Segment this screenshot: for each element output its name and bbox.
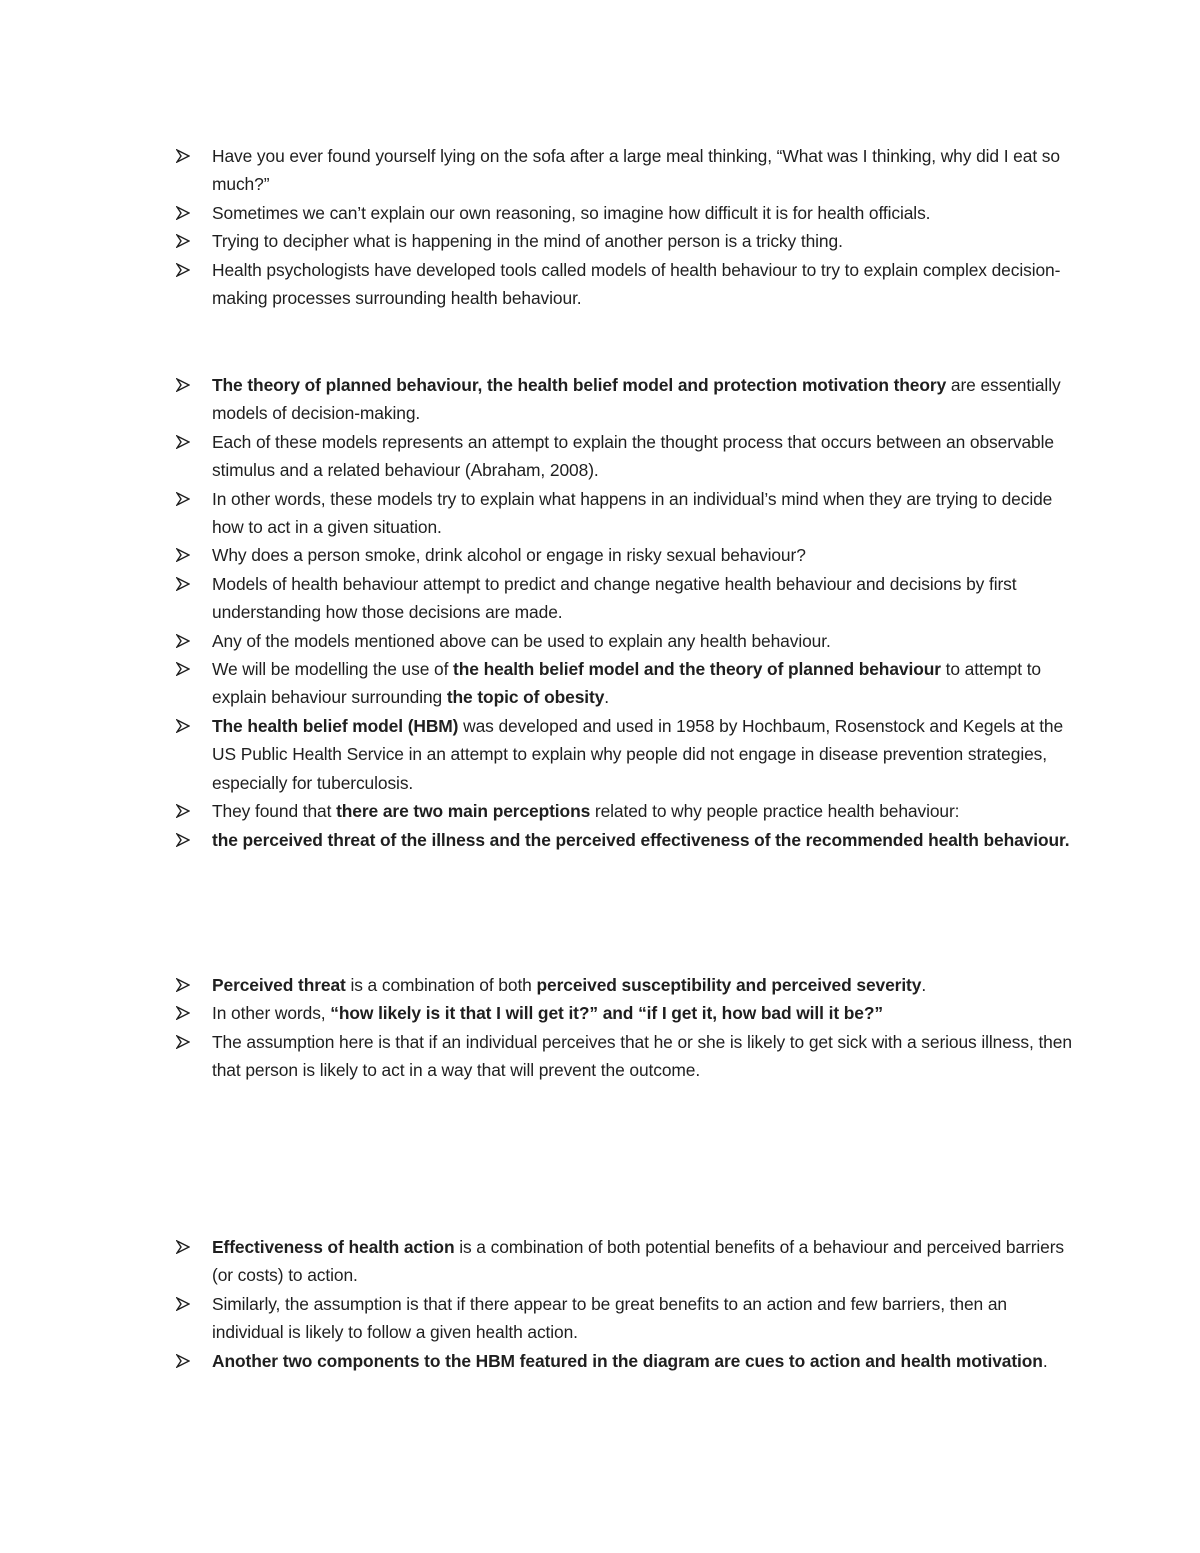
arrow-bullet-icon xyxy=(176,378,190,392)
arrow-bullet-icon xyxy=(176,548,190,562)
bullet-item xyxy=(174,1233,1074,1290)
text-run: to attempt to explain behaviour surrounding xyxy=(212,659,1042,708)
text-run: Models of health behaviour attempt to predict and change negative health behaviour and decisions by first understanding how those decisions are made. xyxy=(212,573,1017,623)
text-run: Why does a person smoke, drink alcohol or engage in risky sexual behaviour? xyxy=(212,545,806,566)
text-run: Sometimes we can’t explain our own reasoning, so imagine how difficult it is for health officials. xyxy=(212,202,931,223)
text-run: is a combination of both xyxy=(345,975,537,995)
bullet-item xyxy=(174,627,1074,655)
bullet-list xyxy=(174,142,1074,312)
arrow-bullet-icon xyxy=(176,719,190,733)
bold-text: the perceived threat of the illness and the perceived effectiveness of the recommended health behaviour. xyxy=(212,829,1070,850)
arrow-bullet-icon xyxy=(176,662,190,676)
bullet-section-intro xyxy=(174,142,1074,312)
bullet-item xyxy=(174,570,1074,627)
bullet-section-models xyxy=(174,371,1074,854)
bullet-section-effectiveness xyxy=(174,1233,1074,1375)
bold-text: the topic of obesity xyxy=(446,687,605,708)
bullet-item xyxy=(174,1347,1074,1375)
bullet-list xyxy=(174,371,1074,854)
bold-text: Perceived threat xyxy=(212,975,346,995)
arrow-bullet-icon xyxy=(176,1354,190,1368)
bullet-list xyxy=(174,1233,1074,1375)
bullet-item xyxy=(174,371,1074,428)
bullet-item xyxy=(174,142,1074,199)
bullet-item xyxy=(174,428,1074,485)
arrow-bullet-icon xyxy=(176,234,190,248)
text-run: related to why people practice health behaviour: xyxy=(590,801,960,822)
text-run: Have you ever found yourself lying on the sofa after a large meal thinking, “What was I thinking, why did I eat so much?” xyxy=(212,146,1060,195)
bullet-item xyxy=(174,1028,1074,1085)
text-run: are essentially models of decision-making. xyxy=(212,375,1061,424)
bold-text: there are two main perceptions xyxy=(336,801,591,822)
bullet-item xyxy=(174,971,1074,999)
text-run: Trying to decipher what is happening in the mind of another person is a tricky thing. xyxy=(212,231,843,252)
arrow-bullet-icon xyxy=(176,1297,190,1311)
bold-text: The health belief model (HBM) xyxy=(212,715,459,736)
arrow-bullet-icon xyxy=(176,1035,190,1049)
arrow-bullet-icon xyxy=(176,634,190,648)
bold-text: Another two components to the HBM featured in the diagram are cues to action and health motivation xyxy=(212,1350,1043,1371)
bullet-item xyxy=(174,227,1074,255)
arrow-bullet-icon xyxy=(176,978,190,992)
bullet-item xyxy=(174,712,1074,797)
bold-text: “how likely is it that I will get it?” and “if I get it, how bad will it be?” xyxy=(330,1003,883,1024)
bullet-item xyxy=(174,826,1074,854)
text-run: . xyxy=(921,975,927,995)
arrow-bullet-icon xyxy=(176,833,190,847)
text-run: . xyxy=(604,687,609,708)
arrow-bullet-icon xyxy=(176,804,190,818)
bold-text: Effectiveness of health action xyxy=(212,1237,455,1257)
text-run: The assumption here is that if an individual perceives that he or she is likely to get sick with a serious illness, then that person is likely to act in a way that will prevent the outcome. xyxy=(212,1031,1072,1081)
arrow-bullet-icon xyxy=(176,492,190,506)
arrow-bullet-icon xyxy=(176,435,190,449)
bullet-section-perceived-threat xyxy=(174,971,1074,1085)
bold-text: The theory of planned behaviour, the health belief model and protection motivation theory xyxy=(212,375,947,395)
bullet-item xyxy=(174,199,1074,227)
bullet-item xyxy=(174,485,1074,542)
text-run: Any of the models mentioned above can be used to explain any health behaviour. xyxy=(212,630,831,651)
bullet-item xyxy=(174,256,1074,313)
bullet-item xyxy=(174,999,1074,1027)
text-run: Health psychologists have developed tools called models of health behaviour to try to explain complex decision-making processes surrounding health behaviour. xyxy=(212,259,1061,309)
arrow-bullet-icon xyxy=(176,577,190,591)
text-run: In other words, xyxy=(212,1003,331,1024)
text-run: In other words, these models try to explain what happens in an individual’s mind when they are trying to decide how to act in a given situation. xyxy=(212,488,1053,538)
text-run: Each of these models represents an attempt to explain the thought process that occurs between an observable stimulus and a related behaviour (Abraham, 2008). xyxy=(212,431,1054,481)
text-run: . xyxy=(1042,1350,1048,1371)
arrow-bullet-icon xyxy=(176,263,190,277)
bullet-item xyxy=(174,797,1074,825)
arrow-bullet-icon xyxy=(176,1240,190,1254)
text-run: They found that xyxy=(212,801,337,822)
bullet-item xyxy=(174,1290,1074,1347)
bullet-list xyxy=(174,971,1074,1085)
arrow-bullet-icon xyxy=(176,1006,190,1020)
bold-text: perceived susceptibility and perceived severity xyxy=(536,975,922,995)
bullet-item xyxy=(174,541,1074,569)
bullet-item xyxy=(174,655,1074,712)
text-run: Similarly, the assumption is that if there appear to be great benefits to an action and few barriers, then an individual is likely to follow a given health action. xyxy=(212,1293,1007,1343)
text-run: We will be modelling the use of xyxy=(212,659,454,680)
arrow-bullet-icon xyxy=(176,206,190,220)
bold-text: the health belief model and the theory of planned behaviour xyxy=(453,659,941,680)
arrow-bullet-icon xyxy=(176,149,190,163)
text-run: is a combination of both potential benefits of a behaviour and perceived barriers (or costs) to action. xyxy=(212,1237,1065,1286)
text-run: was developed and used in 1958 by Hochbaum, Rosenstock and Kegels at the US Public Health Service in an attempt to explain why people did not engage in disease prevention strategies, especially for tuberculosis. xyxy=(212,715,1064,793)
